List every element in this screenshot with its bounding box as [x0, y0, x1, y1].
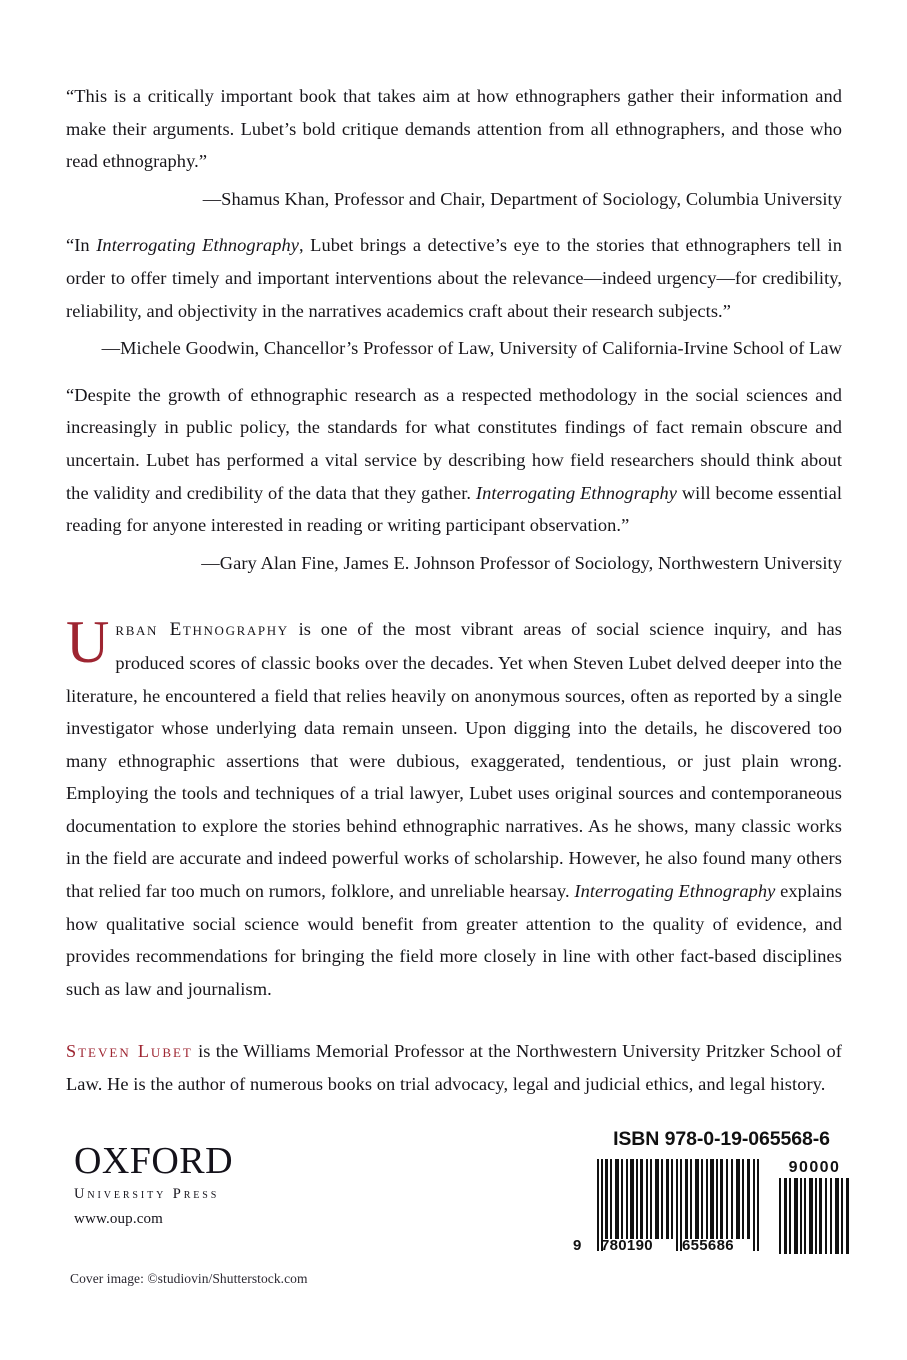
ean13-barcode	[573, 1159, 764, 1254]
blurb-3-quote-post: will become essential reading for anyone interested in reading or writing participant observation.”	[66, 482, 843, 536]
text-column	[66, 80, 842, 1101]
isbn-label: ISBN 978-0-19-065568-6	[613, 1128, 830, 1150]
description-paragraph	[66, 609, 842, 1005]
blurb-3	[66, 379, 842, 580]
author-name: Steven Lubet	[66, 1041, 193, 1062]
blurb-2-quote-post: , Lubet brings a detective’s eye to the stories that ethnographers tell in order to offer timely and important interventions about the relevance—indeed urgency—for credibility, reliability, and objectivity in the narratives academics craft about their research subjects.”	[66, 235, 842, 321]
cover-image-credit: Cover image: ©studiovin/Shutterstock.com	[70, 1271, 308, 1286]
description-lead-smallcaps: rban Ethnography	[115, 619, 289, 641]
isbn-block	[573, 1128, 854, 1254]
drop-cap: U	[66, 609, 110, 676]
description-body-post: explains how qualitative social science would benefit from greater attention to the quality of evidence, and provides recommendations for bringing the field more closely in line with other fact-based disciplines such as law and journalism.	[66, 881, 842, 999]
blurb-1	[66, 80, 842, 215]
blurb-2-attribution: —Michele Goodwin, Chancellor’s Professor of Law, University of California-Irvine School of Law	[101, 338, 842, 359]
blurb-3-quote	[66, 379, 842, 542]
blurb-1-quote: “This is a critically important book that takes aim at how ethnographers gather their information and make their arguments. Lubet’s bold critique demands attention from all ethnographers, and those who read ethnography.”	[66, 86, 842, 172]
ean-left-digits: 780190	[601, 1237, 653, 1254]
author-bio	[66, 1035, 842, 1100]
blurb-2-book-title: Interrogating Ethnography	[96, 235, 299, 256]
publisher-logo	[74, 1142, 374, 1203]
blurb-3-book-title: Interrogating Ethnography	[475, 482, 677, 503]
blurb-2-quote	[66, 229, 842, 327]
publisher-tagline: University Press	[74, 1186, 220, 1202]
book-description	[66, 609, 842, 1005]
description-body-pre: is one of the most vibrant areas of social science inquiry, and has produced scores of classic books over the decades. Yet when Steven Lubet delved deeper into the literature, he encountered a field that relies heavily on anonymous sources, often as reported by a single investigator whose underlying data remain unseen. Upon digging into the details, he discovered too many ethnographic assertions that were dubious, exaggerated, tendentious, or just plain wrong. Employing the tools and techniques of a trial lawyer, Lubet uses original sources and contemporaneous documentation to explore the stories behind ethnographic narratives. As he shows, many classic works in the field are accurate and indeed powerful works of scholarship. However, he also found many others that relied far too much on rumors, folklore, and unreliable hearsay.	[66, 619, 842, 902]
ean5-addon-barcode	[777, 1159, 852, 1254]
blurb-1-attribution: —Shamus Khan, Professor and Chair, Department of Sociology, Columbia University	[202, 188, 842, 209]
ean5-addon-digits: 90000	[788, 1159, 841, 1176]
publisher-name: OXFORD	[74, 1140, 233, 1182]
author-bio-paragraph	[66, 1035, 842, 1100]
blurb-2	[66, 229, 842, 364]
author-bio-text: is the Williams Memorial Professor at the Northwestern University Pritzker School of Law. He is the author of numerous books on trial advocacy, legal and judicial ethics, and legal history.	[66, 1041, 842, 1095]
blurb-2-quote-pre: “In	[66, 235, 97, 256]
ean-lead-digit: 9	[573, 1237, 582, 1254]
blurb-3-quote-pre: “Despite the growth of ethnographic research as a respected methodology in the social sciences and increasingly in public policy, the standards for what constitutes findings of fact remain obscure and uncertain. Lubet has performed a vital service by describing how field researchers should think about the validity and credibility of the data that they gather.	[66, 384, 842, 503]
blurb-3-attribution: —Gary Alan Fine, James E. Johnson Professor of Sociology, Northwestern University	[201, 552, 842, 573]
barcode-group	[573, 1159, 854, 1254]
description-book-title: Interrogating Ethnography	[574, 881, 776, 902]
ean5-addon-bars-icon	[777, 1178, 852, 1254]
ean-right-digits: 655686	[682, 1237, 734, 1254]
publisher-website[interactable]: www.oup.com	[74, 1211, 163, 1227]
